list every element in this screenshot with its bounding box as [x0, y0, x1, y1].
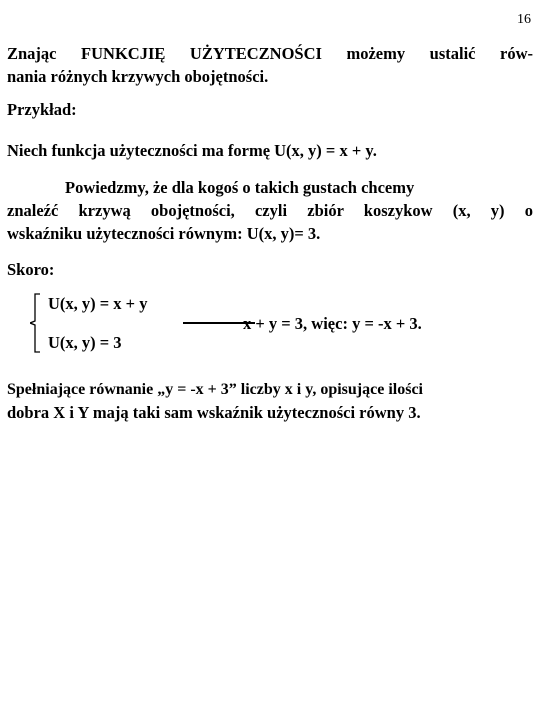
intro-line-2: nania różnych krzywych obojętności. [7, 67, 269, 86]
intro-paragraph [7, 42, 533, 88]
statement-paragraph [7, 176, 533, 245]
page-number: 16 [517, 12, 531, 27]
conclusion-line-1: Spełniające równanie „y = -x + 3” liczby x i y, opisujące ilości [7, 381, 423, 398]
example-label: Przykład: [7, 100, 77, 119]
statement-line-3: wskaźniku użyteczności równym: U(x, y)= 3. [7, 224, 321, 243]
result-equation: x + y = 3, więc: y = -x + 3. [243, 314, 422, 333]
intro-line-1: Znając FUNKCJIĘ UŻYTECZNOŚCI możemy ustalić rów- [7, 44, 533, 63]
equation-1: U(x, y) = x + y [48, 294, 148, 313]
statement-line-2: znaleźć krzywą obojętności, czyli zbiór koszykow (x, y) o [7, 201, 533, 220]
statement-line-1: Powiedzmy, że dla kogoś o takich gustach chcemy [65, 178, 415, 197]
function-definition: Niech funkcja użyteczności ma formę U(x, y) = x + y. [7, 141, 377, 160]
equation-2: U(x, y) = 3 [48, 333, 122, 352]
conclusion-line-2: dobra X i Y mają taki sam wskaźnik użyteczności równy 3. [7, 403, 421, 422]
conclusion-paragraph [7, 378, 533, 424]
since-label: Skoro: [7, 260, 55, 279]
brace-icon [30, 293, 40, 353]
